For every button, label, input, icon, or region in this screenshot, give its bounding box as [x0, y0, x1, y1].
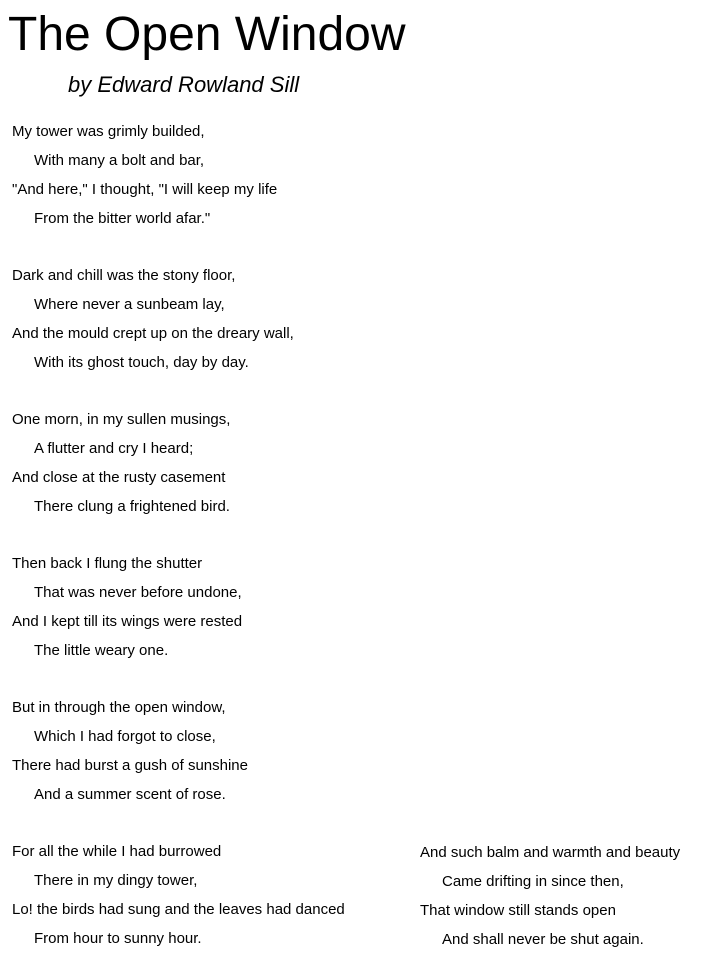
poem-line: For all the while I had burrowed [12, 843, 222, 860]
poem-line: There had burst a gush of sunshine [12, 757, 248, 774]
stanza-gap [12, 521, 345, 549]
stanza [420, 838, 680, 954]
poem-right-column [420, 838, 680, 954]
stanza-gap [12, 233, 345, 261]
poem-left-column [12, 117, 345, 953]
stanza [12, 837, 345, 953]
poem-line: But in through the open window, [12, 699, 226, 716]
poem-line: With its ghost touch, day by day. [34, 354, 249, 371]
poem-line: "And here," I thought, "I will keep my life [12, 181, 278, 198]
poem-line: A flutter and cry I heard; [34, 440, 194, 457]
poem-byline: by Edward Rowland Sill [68, 72, 300, 97]
poem-line: From the bitter world afar." [34, 210, 211, 227]
poem-line: And shall never be shut again. [442, 931, 644, 948]
poem-line: One morn, in my sullen musings, [12, 411, 231, 428]
poem-title: The Open Window [8, 8, 406, 61]
poem-line: Which I had forgot to close, [34, 728, 216, 745]
poem-line: Where never a sunbeam lay, [34, 296, 225, 313]
poem-line: And I kept till its wings were rested [12, 613, 243, 630]
stanza [12, 405, 345, 521]
stanza [12, 549, 345, 665]
stanza [12, 117, 345, 233]
poem-line: My tower was grimly builded, [12, 123, 205, 140]
poem-line: Lo! the birds had sung and the leaves had danced [12, 901, 345, 918]
stanza [12, 261, 345, 377]
poem-line: Then back I flung the shutter [12, 555, 203, 572]
stanza-gap [12, 665, 345, 693]
poem-line: The little weary one. [34, 642, 169, 659]
poem-line: From hour to sunny hour. [34, 930, 202, 947]
poem-line: That window still stands open [420, 902, 616, 919]
poem-line: There clung a frightened bird. [34, 498, 230, 515]
poem-line: Dark and chill was the stony floor, [12, 267, 236, 284]
poem-line: And a summer scent of rose. [34, 786, 226, 803]
stanza-gap [12, 377, 345, 405]
poem-line: Came drifting in since then, [442, 873, 624, 890]
poem-line: And such balm and warmth and beauty [420, 844, 681, 861]
poem-line: With many a bolt and bar, [34, 152, 205, 169]
poem-line: And the mould crept up on the dreary wall, [12, 325, 294, 342]
poem-line: There in my dingy tower, [34, 872, 198, 889]
stanza [12, 693, 345, 809]
stanza-gap [12, 809, 345, 837]
poem-line: And close at the rusty casement [12, 469, 226, 486]
poem-line: That was never before undone, [34, 584, 242, 601]
